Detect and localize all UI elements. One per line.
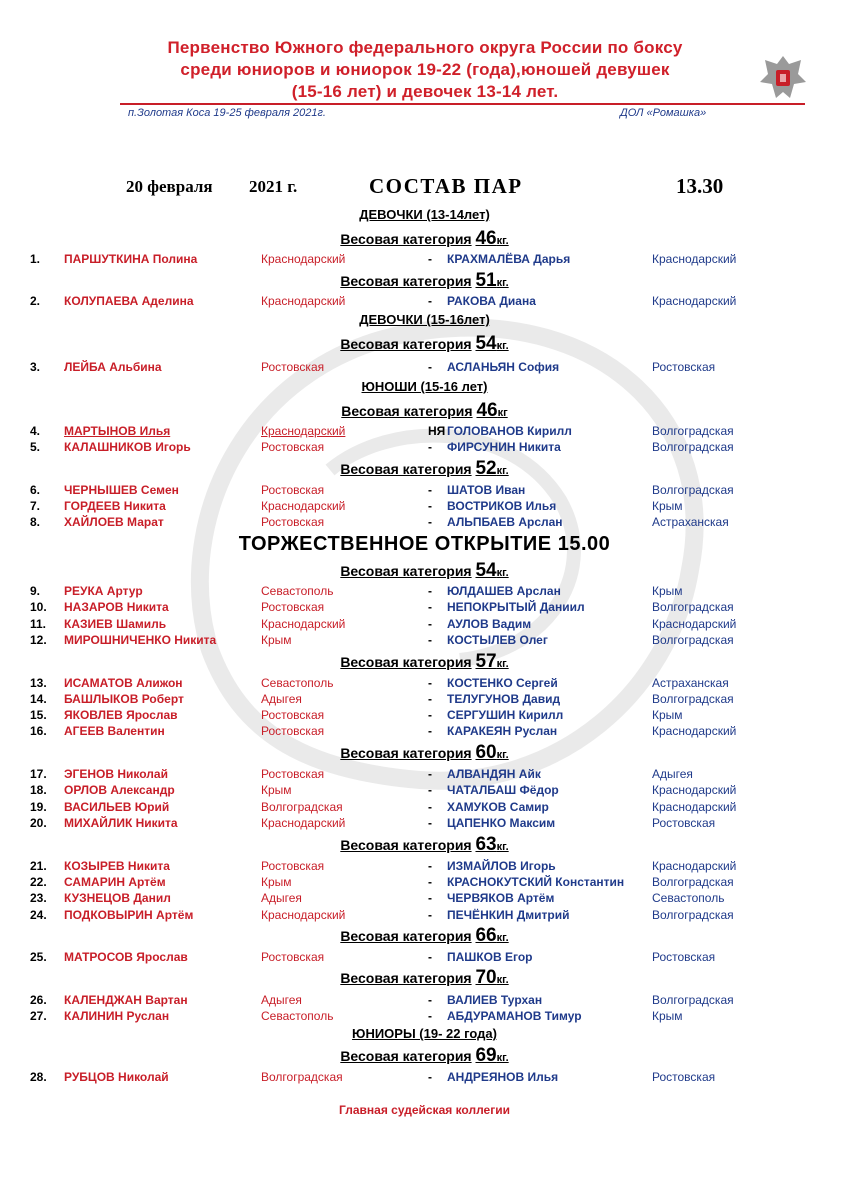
blue-corner-region: Астраханская (652, 676, 729, 690)
blue-corner-name: АУЛОВ Вадим (447, 617, 532, 631)
bout-separator: НЯ (428, 424, 446, 438)
bout-separator: - (428, 908, 432, 922)
red-corner-region: Краснодарский (261, 294, 346, 308)
blue-corner-region: Крым (652, 584, 683, 598)
blue-corner-name: ЧАТАЛБАШ Фёдор (447, 783, 559, 797)
blue-corner-name: КАРАКЕЯН Руслан (447, 724, 558, 738)
date-day: 20 февраля (126, 177, 213, 196)
bout-separator: - (428, 252, 432, 266)
blue-corner-region: Волгоградская (652, 483, 734, 497)
red-corner-region: Ростовская (261, 600, 325, 614)
red-corner-region: Краснодарский (261, 499, 346, 513)
bout-row (0, 359, 849, 375)
weight-category-57: Весовая категория 57кг. (340, 651, 509, 672)
bout-number: 9. (30, 584, 41, 598)
bout-number: 28. (30, 1070, 47, 1084)
blue-corner-region: Ростовская (652, 816, 716, 830)
blue-corner-region: Ростовская (652, 950, 716, 964)
weight-category-63: Весовая категория 63кг. (340, 834, 509, 855)
bout-row (0, 766, 849, 782)
blue-corner-region: Краснодарский (652, 800, 737, 814)
bout-number: 7. (30, 499, 41, 513)
bout-row (0, 482, 849, 498)
weight-category-46a: Весовая категория 46кг. (340, 228, 509, 249)
bout-row (0, 583, 849, 599)
bout-row (0, 423, 849, 439)
blue-corner-name: ВАЛИЕВ Турхан (447, 993, 543, 1007)
section-juniors: ЮНИОРЫ (19- 22 года) (352, 1026, 497, 1041)
red-corner-region: Севастополь (261, 584, 334, 598)
blue-corner-region: Краснодарский (652, 252, 737, 266)
bout-number: 24. (30, 908, 47, 922)
red-corner-region: Краснодарский (261, 908, 346, 922)
blue-corner-region: Астраханская (652, 515, 729, 529)
red-corner-region: Ростовская (261, 360, 325, 374)
bout-row (0, 858, 849, 874)
blue-corner-region: Волгоградская (652, 633, 734, 647)
bout-separator: - (428, 617, 432, 631)
bout-separator: - (428, 816, 432, 830)
blue-corner-name: АСЛАНЬЯН София (447, 360, 560, 374)
blue-corner-name: ЦАПЕНКО Максим (447, 816, 556, 830)
bout-separator: - (428, 440, 432, 454)
weight-category-54b: Весовая категория 54кг. (340, 560, 509, 581)
blue-corner-name: АЛВАНДЯН Айк (447, 767, 541, 781)
blue-corner-region: Волгоградская (652, 600, 734, 614)
bout-row (0, 251, 849, 267)
federation-emblem-icon (758, 52, 808, 104)
bout-number: 18. (30, 783, 47, 797)
red-corner-region: Краснодарский (261, 816, 346, 830)
red-corner-name: ВАСИЛЬЕВ Юрий (64, 800, 170, 814)
blue-corner-name: АБДУРАМАНОВ Тимур (447, 1009, 582, 1023)
weight-category-54a: Весовая категория 54кг. (340, 333, 509, 354)
red-corner-name: ОРЛОВ Александр (64, 783, 175, 797)
bout-separator: - (428, 724, 432, 738)
event-title-line2: среди юниоров и юниорок 19-22 (года),юношей девушек (180, 60, 670, 79)
blue-corner-name: ЧЕРВЯКОВ Артём (447, 891, 555, 905)
blue-corner-name: ТЕЛУГУНОВ Давид (447, 692, 561, 706)
bout-row (0, 293, 849, 309)
blue-corner-name: ХАМУКОВ Самир (447, 800, 549, 814)
blue-corner-name: ИЗМАЙЛОВ Игорь (447, 859, 556, 873)
bout-row (0, 1069, 849, 1085)
bout-number: 25. (30, 950, 47, 964)
bout-number: 4. (30, 424, 41, 438)
section-girls-13-14: ДЕВОЧКИ (13-14лет) (359, 207, 490, 222)
bout-separator: - (428, 515, 432, 529)
red-corner-name: ПАРШУТКИНА Полина (64, 252, 198, 266)
blue-corner-region: Ростовская (652, 360, 716, 374)
bout-number: 22. (30, 875, 47, 889)
event-location: п.Золотая Коса 19-25 февраля 2021г. (128, 107, 326, 119)
header-rule (120, 103, 805, 105)
red-corner-region: Ростовская (261, 859, 325, 873)
blue-corner-region: Крым (652, 499, 683, 513)
blue-corner-region: Волгоградская (652, 692, 734, 706)
red-corner-region: Краснодарский (261, 252, 346, 266)
bout-row (0, 439, 849, 455)
bout-number: 1. (30, 252, 41, 266)
bout-separator: - (428, 950, 432, 964)
bout-number: 3. (30, 360, 41, 374)
bout-separator: - (428, 875, 432, 889)
weight-category-46b: Весовая категория 46кг (341, 400, 508, 421)
blue-corner-region: Волгоградская (652, 908, 734, 922)
bout-row (0, 632, 849, 648)
bout-row (0, 949, 849, 965)
bout-row (0, 907, 849, 923)
bout-separator: - (428, 499, 432, 513)
red-corner-region: Волгоградская (261, 1070, 343, 1084)
bout-number: 14. (30, 692, 47, 706)
bout-row (0, 514, 849, 530)
bout-separator: - (428, 767, 432, 781)
blue-corner-region: Волгоградская (652, 440, 734, 454)
red-corner-region: Крым (261, 633, 292, 647)
opening-ceremony: ТОРЖЕСТВЕННОЕ ОТКРЫТИЕ 15.00 (238, 533, 611, 555)
blue-corner-name: ФИРСУНИН Никита (447, 440, 561, 454)
red-corner-name: АГЕЕВ Валентин (64, 724, 165, 738)
red-corner-name: ХАЙЛОЕВ Марат (64, 515, 164, 529)
bout-separator: - (428, 584, 432, 598)
red-corner-name: МИРОШНИЧЕНКО Никита (64, 633, 217, 647)
bout-row (0, 815, 849, 831)
bout-row (0, 691, 849, 707)
red-corner-region: Ростовская (261, 708, 325, 722)
bout-separator: - (428, 600, 432, 614)
bout-number: 6. (30, 483, 41, 497)
bout-separator: - (428, 708, 432, 722)
bout-number: 19. (30, 800, 47, 814)
event-title-line3: (15-16 лет) и девочек 13-14 лет. (291, 82, 559, 101)
bout-number: 27. (30, 1009, 47, 1023)
bout-separator: - (428, 633, 432, 647)
red-corner-name: КОЗЫРЕВ Никита (64, 859, 170, 873)
bout-row (0, 599, 849, 615)
red-corner-name: КАЛАШНИКОВ Игорь (64, 440, 191, 454)
blue-corner-name: АЛЬПБАЕВ Арслан (447, 515, 563, 529)
red-corner-name: КАЛЕНДЖАН Вартан (64, 993, 188, 1007)
red-corner-name: РУБЦОВ Николай (64, 1070, 169, 1084)
weight-category-51: Весовая категория 51кг. (340, 270, 509, 291)
bout-row (0, 874, 849, 890)
red-corner-region: Севастополь (261, 1009, 334, 1023)
bout-separator: - (428, 692, 432, 706)
bout-separator: - (428, 800, 432, 814)
red-corner-region: Ростовская (261, 767, 325, 781)
bout-separator: - (428, 676, 432, 690)
bout-separator: - (428, 294, 432, 308)
blue-corner-name: НЕПОКРЫТЫЙ Даниил (447, 600, 585, 614)
blue-corner-name: ПАШКОВ Егор (447, 950, 533, 964)
red-corner-name: ГОРДЕЕВ Никита (64, 499, 166, 513)
bout-row (0, 890, 849, 906)
red-corner-name: ЛЕЙБА Альбина (64, 360, 162, 374)
event-venue: ДОЛ «Ромашка» (620, 107, 707, 119)
bout-separator: - (428, 483, 432, 497)
red-corner-name: МИХАЙЛИК Никита (64, 816, 178, 830)
red-corner-region: Волгоградская (261, 800, 343, 814)
bout-separator: - (428, 783, 432, 797)
red-corner-region: Крым (261, 783, 292, 797)
red-corner-region: Адыгея (261, 891, 302, 905)
bout-number: 5. (30, 440, 41, 454)
bout-separator: - (428, 859, 432, 873)
page-title: СОСТАВ ПАР (369, 174, 523, 198)
red-corner-name: ПОДКОВЫРИН Артём (64, 908, 194, 922)
blue-corner-name: ПЕЧЁНКИН Дмитрий (447, 908, 570, 922)
bout-separator: - (428, 360, 432, 374)
blue-corner-region: Краснодарский (652, 783, 737, 797)
red-corner-name: САМАРИН Артём (64, 875, 166, 889)
red-corner-region: Ростовская (261, 950, 325, 964)
red-corner-name: МАТРОСОВ Ярослав (64, 950, 188, 964)
red-corner-region: Адыгея (261, 692, 302, 706)
bout-separator: - (428, 891, 432, 905)
session-time: 13.30 (676, 174, 724, 198)
red-corner-name: ЧЕРНЫШЕВ Семен (64, 483, 179, 497)
weight-category-70: Весовая категория 70кг. (340, 967, 509, 988)
blue-corner-region: Ростовская (652, 1070, 716, 1084)
blue-corner-region: Севастополь (652, 891, 725, 905)
blue-corner-name: ВОСТРИКОВ Илья (447, 499, 557, 513)
bout-number: 20. (30, 816, 47, 830)
red-corner-name: ЯКОВЛЕВ Ярослав (64, 708, 178, 722)
bout-row (0, 782, 849, 798)
bout-separator: - (428, 1070, 432, 1084)
section-boys-15-16: ЮНОШИ (15-16 лет) (361, 379, 488, 394)
bout-number: 21. (30, 859, 47, 873)
bout-number: 15. (30, 708, 47, 722)
red-corner-name: КАЗИЕВ Шамиль (64, 617, 167, 631)
blue-corner-region: Крым (652, 1009, 683, 1023)
bout-number: 12. (30, 633, 47, 647)
red-corner-name: КУЗНЕЦОВ Данил (64, 891, 171, 905)
footer-signature: Главная судейская коллегии (339, 1103, 510, 1117)
blue-corner-region: Краснодарский (652, 617, 737, 631)
red-corner-name: БАШЛЫКОВ Роберт (64, 692, 184, 706)
bout-row (0, 1008, 849, 1024)
bout-row (0, 616, 849, 632)
red-corner-name: МАРТЫНОВ Илья (64, 424, 171, 438)
red-corner-name: НАЗАРОВ Никита (64, 600, 169, 614)
red-corner-name: КОЛУПАЕВА Аделина (64, 294, 194, 308)
section-girls-15-16: ДЕВОЧКИ (15-16лет) (359, 312, 490, 327)
bout-number: 13. (30, 676, 47, 690)
blue-corner-name: КРАСНОКУТСКИЙ Константин (447, 875, 625, 889)
bout-number: 26. (30, 993, 47, 1007)
blue-corner-region: Волгоградская (652, 875, 734, 889)
blue-corner-name: ГОЛОВАНОВ Кирилл (447, 424, 572, 438)
bout-number: 16. (30, 724, 47, 738)
bout-number: 10. (30, 600, 47, 614)
blue-corner-name: ЮЛДАШЕВ Арслан (447, 584, 561, 598)
bout-number: 17. (30, 767, 47, 781)
red-corner-region: Ростовская (261, 515, 325, 529)
bout-number: 2. (30, 294, 41, 308)
red-corner-region: Краснодарский (261, 617, 346, 631)
bout-row (0, 675, 849, 691)
blue-corner-name: СЕРГУШИН Кирилл (447, 708, 564, 722)
bout-number: 11. (30, 617, 47, 631)
blue-corner-region: Волгоградская (652, 993, 734, 1007)
red-corner-region: Севастополь (261, 676, 334, 690)
bout-row (0, 799, 849, 815)
date-year: 2021 г. (249, 177, 298, 196)
event-title-line1: Первенство Южного федерального округа России по боксу (167, 38, 683, 57)
red-corner-region: Ростовская (261, 440, 325, 454)
blue-corner-region: Волгоградская (652, 424, 734, 438)
bout-row (0, 723, 849, 739)
blue-corner-name: КРАХМАЛЁВА Дарья (447, 252, 571, 266)
blue-corner-name: АНДРЕЯНОВ Илья (447, 1070, 559, 1084)
red-corner-name: ИСАМАТОВ Алижон (64, 676, 183, 690)
blue-corner-name: КОСТЕНКО Сергей (447, 676, 558, 690)
weight-category-52: Весовая категория 52кг. (340, 458, 509, 479)
blue-corner-region: Крым (652, 708, 683, 722)
blue-corner-name: ШАТОВ Иван (447, 483, 526, 497)
bout-row (0, 707, 849, 723)
blue-corner-region: Краснодарский (652, 859, 737, 873)
red-corner-region: Ростовская (261, 724, 325, 738)
blue-corner-region: Краснодарский (652, 294, 737, 308)
bout-row (0, 992, 849, 1008)
blue-corner-region: Адыгея (652, 767, 693, 781)
red-corner-region: Крым (261, 875, 292, 889)
red-corner-region: Краснодарский (261, 424, 346, 438)
blue-corner-name: КОСТЫЛЕВ Олег (447, 633, 548, 647)
bout-separator: - (428, 993, 432, 1007)
weight-category-60: Весовая категория 60кг. (340, 742, 509, 763)
bout-number: 23. (30, 891, 47, 905)
red-corner-region: Адыгея (261, 993, 302, 1007)
red-corner-name: ЭГЕНОВ Николай (64, 767, 168, 781)
red-corner-name: РЕУКА Артур (64, 584, 143, 598)
bout-separator: - (428, 1009, 432, 1023)
blue-corner-region: Краснодарский (652, 724, 737, 738)
red-corner-name: КАЛИНИН Руслан (64, 1009, 170, 1023)
red-corner-region: Ростовская (261, 483, 325, 497)
blue-corner-name: РАКОВА Диана (447, 294, 536, 308)
weight-category-66: Весовая категория 66кг. (340, 925, 509, 946)
bout-number: 8. (30, 515, 41, 529)
bout-row (0, 498, 849, 514)
weight-category-69: Весовая категория 69кг. (340, 1045, 509, 1066)
